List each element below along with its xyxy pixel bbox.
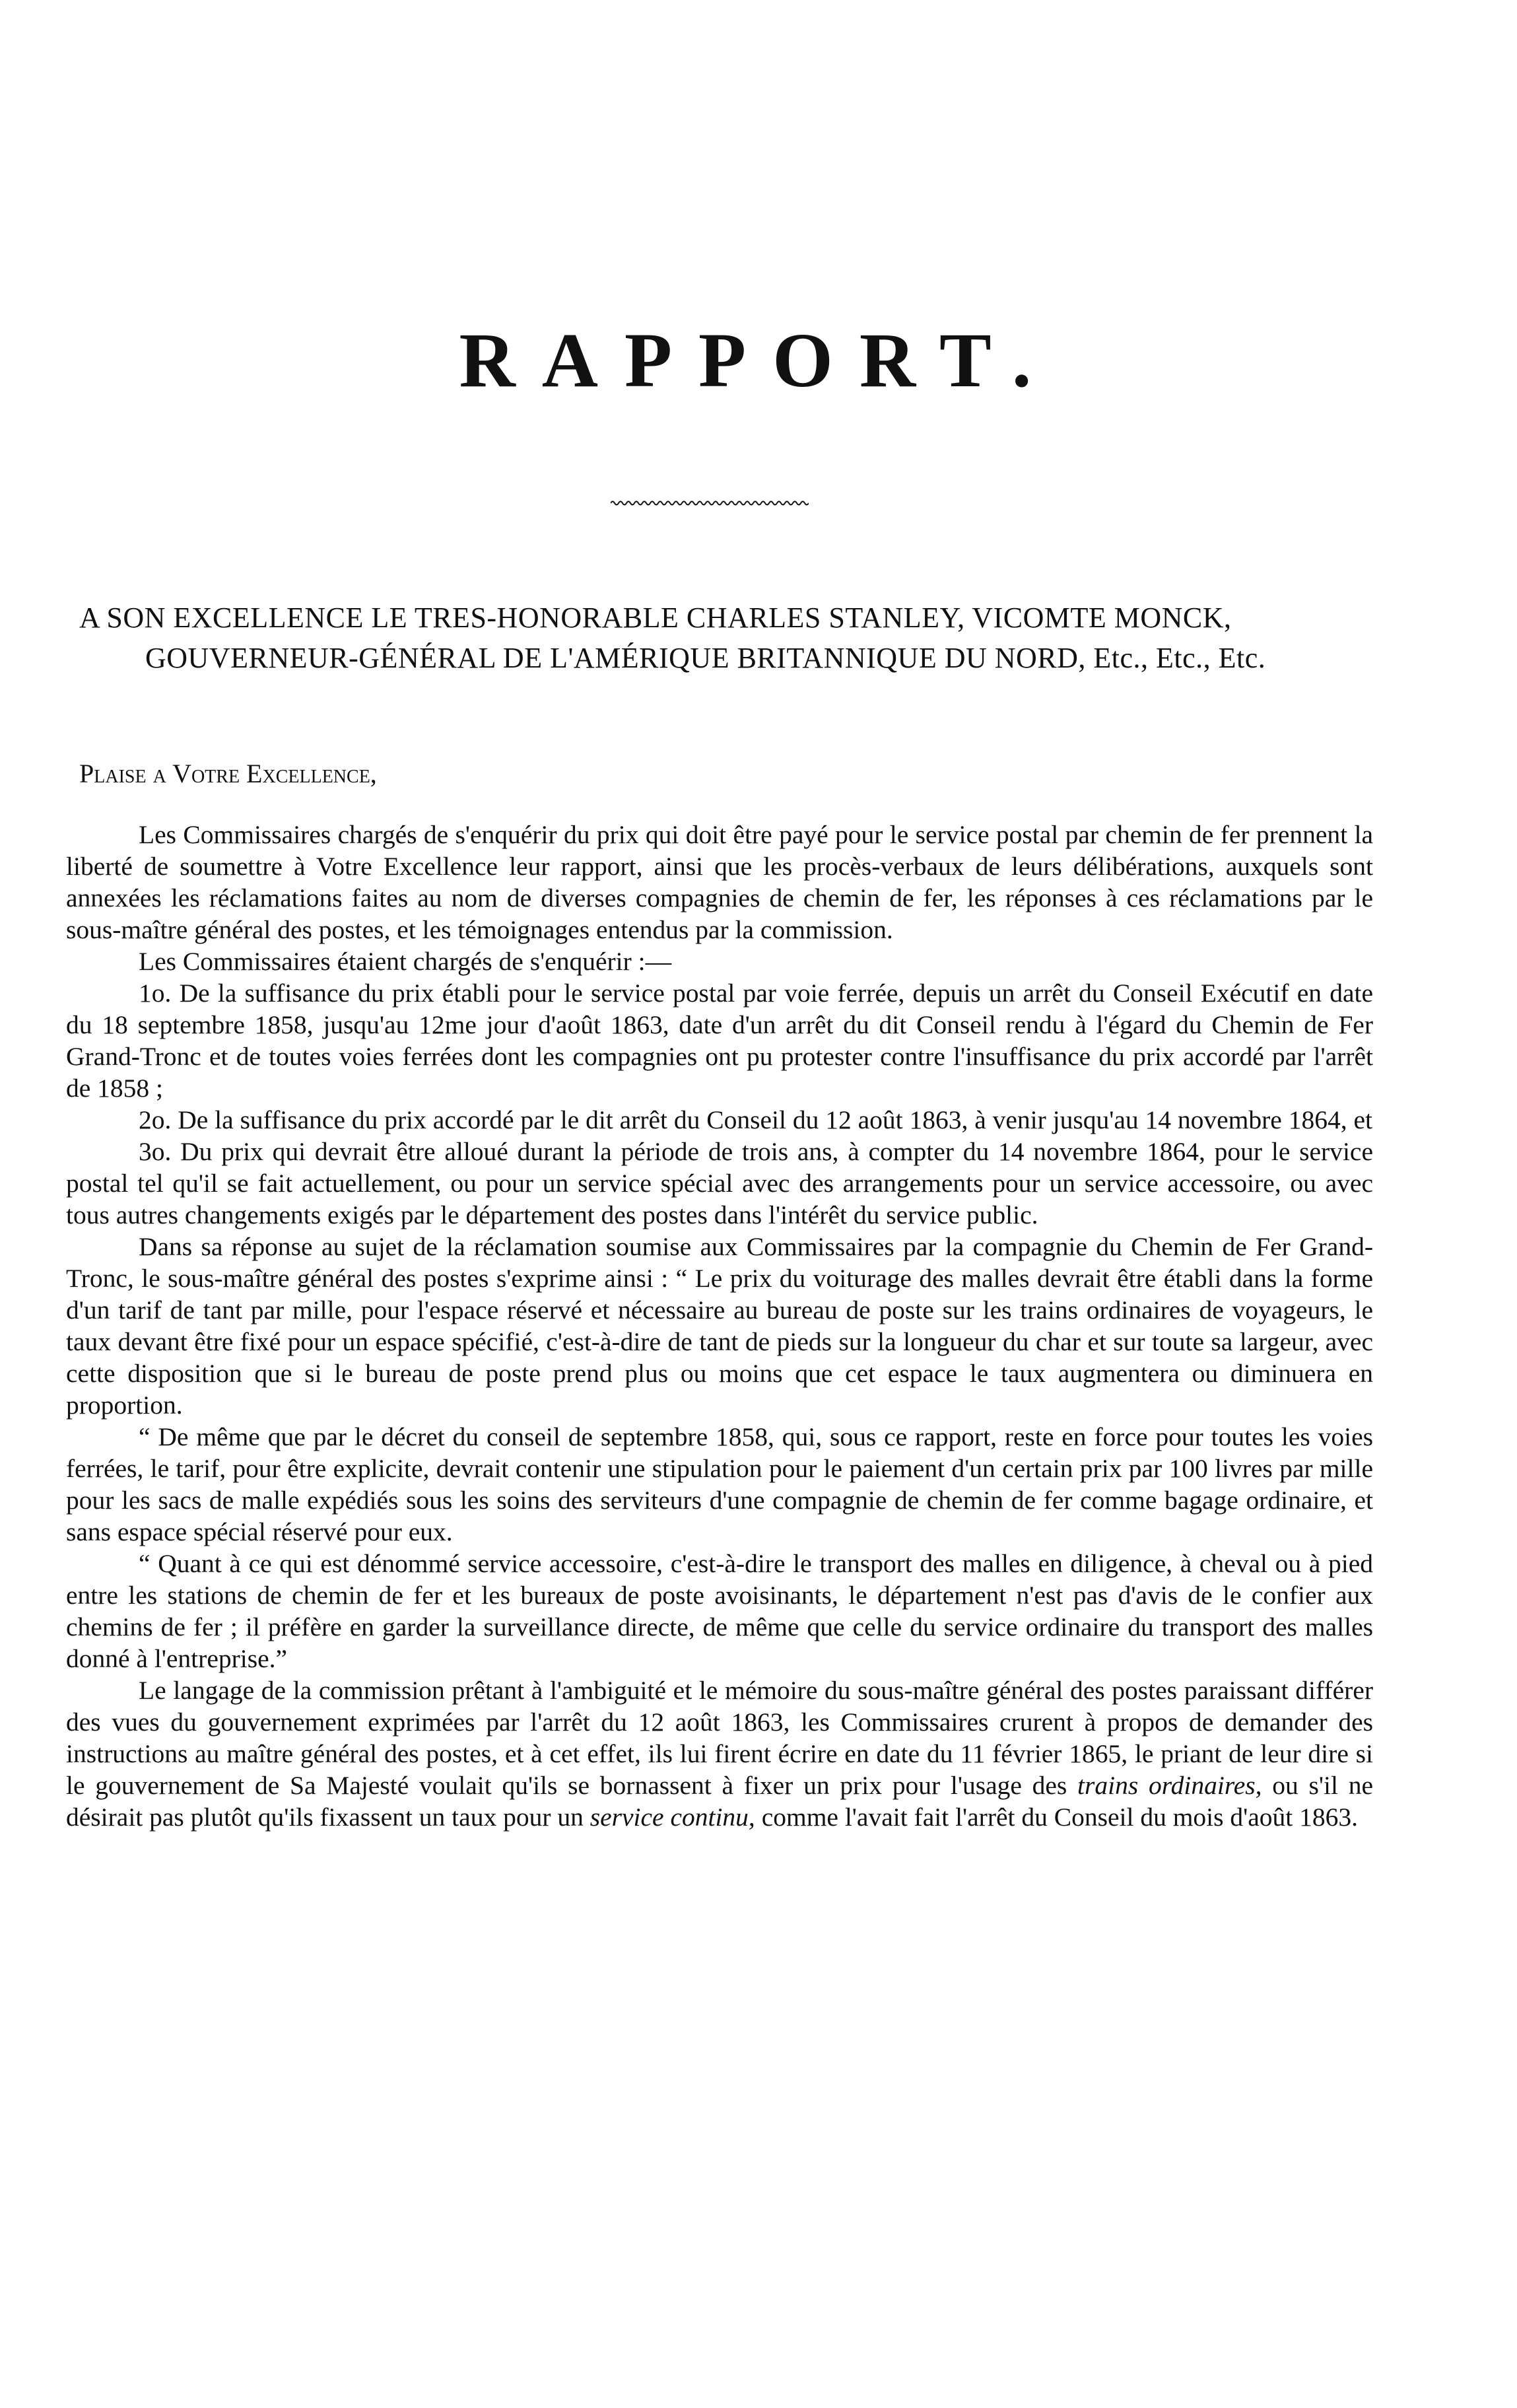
paragraph-charge: Les Commissaires étaient chargés de s'enquérir :— [139,947,672,976]
paragraph-response: Dans sa réponse au sujet de la réclamation soumise aux Commissaires par la compagnie du Chemin de Fer Grand-Tronc, le sous-maître général des postes s'exprime ainsi : “ Le prix du voiturage des malles devrait être établi dans la forme d'un tarif de tant par mille, pour l'espace réservé et nécessaire au bureau de poste sur les trains ordinaires de voyageurs, le taux devant être fixé pour un espace spécifié, c'est-à-dire de tant de pieds sur la longueur du char et sur toute sa largeur, avec cette disposition que si le bureau de poste prend plus ou moins que cet espace le taux augmentera ou diminuera en proportion. [66,1232,1373,1420]
address-heading: A SON EXCELLENCE LE TRES-HONORABLE CHARLES STANLEY, VICOMTE MONCK, GOUVERNEUR-GÉNÉRAL DE L'AMÉRIQUE BRITANNIQUE DU NORD, Etc., Etc., Etc. [79,602,1266,674]
paragraph-decree: “ De même que par le décret du conseil de septembre 1858, qui, sous ce rapport, reste en force pour toutes les voies ferrées, le tarif, pour être explicite, devrait contenir une stipulation pour le paiement d'un certain prix par 100 livres par mille pour les sacs de malle expédiés sous les soins des serviteurs d'une compagnie de chemin de fer comme bagage ordinaire, et sans espace spécial réservé pour eux. [66,1422,1373,1546]
italic-trains-ordinaires: trains ordinaires, [1077,1771,1262,1800]
page-title: RAPPORT. [459,317,1058,403]
paragraph-item-3: 3o. Du prix qui devrait être alloué durant la période de trois ans, à compter du 14 novembre 1864, pour le service postal tel qu'il se fait actuellement, ou pour un service spécial avec des arrangements pour un service accessoire, ou avec tous autres changements exigés par le département des postes dans l'intérêt du service public. [66,1137,1373,1229]
italic-service-continu: service continu, [590,1803,755,1832]
paragraph-language [66,1674,1373,1833]
paragraph-item-1: 1o. De la suffisance du prix établi pour le service postal par voie ferrée, depuis un arrêt du Conseil Exécutif en date du 18 septembre 1858, jusqu'au 12me jour d'août 1863, date d'un arrêt du dit Conseil rendu à l'égard du Chemin de Fer Grand-Tronc et de toutes voies ferrées dont les compagnies ont pu protester contre l'insuffisance du prix accordé par l'arrêt de 1858 ; [66,979,1373,1103]
report-body [66,819,1373,1833]
paragraph-language-text: Le langage de la commission prêtant à l'ambiguité et le mémoire du sous-maître général des postes paraissant différer des vues du gouvernement exprimées par l'arrêt du 12 août 1863, les Commissaires crurent à propos de demander des instructions au maître général des postes, et à cet effet, ils lui firent écrire en date du 11 février 1865, le priant de leur dire si le gouvernement de Sa Majesté voulait qu'ils se bornassent à fixer un prix pour l'usage des [66,1676,1373,1800]
paragraph-accessory-service: “ Quant à ce qui est dénommé service accessoire, c'est-à-dire le transport des malles en diligence, à cheval ou à pied entre les stations de chemin de fer et les bureaux de poste avoisinants, le département n'est pas d'avis de le confier aux chemins de fer ; il préfère en garder la surveillance directe, de même que celle du service ordinaire du transport des malles donné à l'entreprise.” [66,1549,1373,1673]
paragraph-intro: Les Commissaires chargés de s'enquérir du prix qui doit être payé pour le service postal par chemin de fer prennent la liberté de soumettre à Votre Excellence leur rapport, ainsi que les procès-verbaux de leurs délibérations, auxquels sont annexées les réclamations faites au nom de diverses compagnies de chemin de fer, les réponses à ces réclamations par le sous-maître général des postes, et les témoignages entendus par la commission. [66,820,1373,944]
paragraph-item-2: 2o. De la suffisance du prix accordé par le dit arrêt du Conseil du 12 août 1863, à venir jusqu'au 14 novembre 1864, et [139,1105,1372,1134]
paragraph-language-mid: ou s'il ne désirait pas plutôt qu'ils fixassent un taux pour un [66,1771,1373,1832]
paragraph-language-end: comme l'avait fait l'arrêt du Conseil du mois d'août 1863. [761,1803,1359,1832]
decorative-rule [611,499,809,508]
salutation: Plaise a Votre Excellence, [79,759,377,788]
